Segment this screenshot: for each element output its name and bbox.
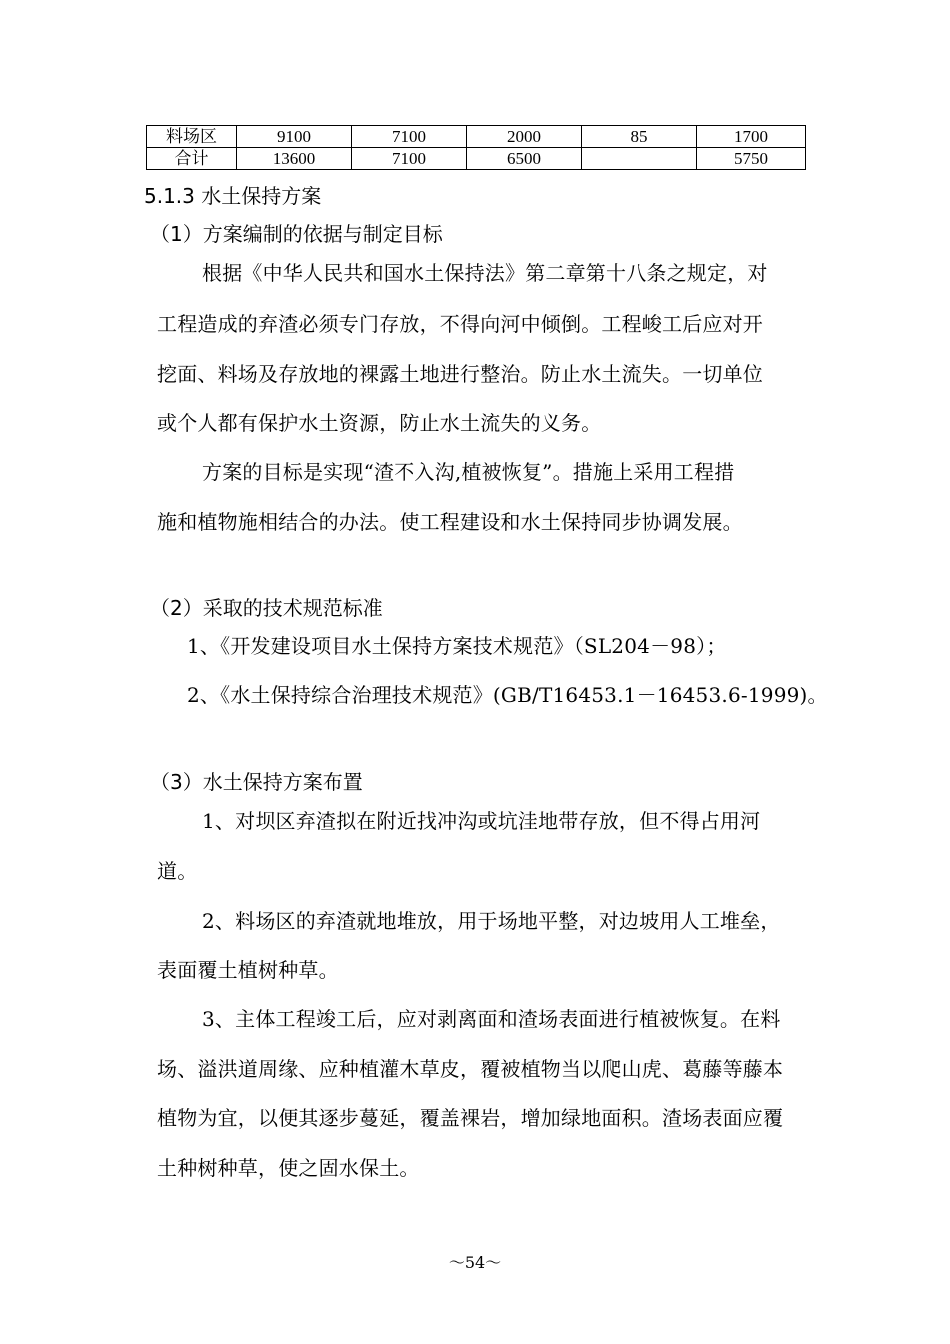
data-table	[146, 125, 806, 170]
paragraph-line: 根据《中华人民共和国水土保持法》第二章第十八条之规定，对	[202, 261, 768, 285]
table-cell: 2000	[467, 126, 582, 148]
paragraph-line: 2、料场区的弃渣就地堆放，用于场地平整，对边坡用人工堆垒，	[202, 909, 781, 933]
table-cell	[582, 148, 697, 170]
paragraph-line: 工程造成的弃渣必须专门存放，不得向河中倾倒。工程峻工后应对开	[157, 312, 763, 336]
section-title: 5.1.3 水土保持方案	[144, 184, 322, 208]
paragraph-line: 施和植物施相结合的办法。使工程建设和水土保持同步协调发展。	[157, 510, 743, 534]
table-row	[147, 148, 806, 170]
table-cell: 5750	[697, 148, 806, 170]
subsection-title-2: （2）采取的技术规范标准	[150, 596, 383, 620]
paragraph-line: 场、溢洪道周缘、应种植灌木草皮，覆被植物当以爬山虎、葛藤等藤本	[157, 1057, 784, 1081]
paragraph-line: 挖面、料场及存放地的裸露土地进行整治。防止水土流失。一切单位	[157, 362, 763, 386]
paragraph-line: 土种树种草，使之固水保土。	[157, 1156, 420, 1180]
paragraph-line: 或个人都有保护水土资源，防止水土流失的义务。	[157, 411, 602, 435]
table-cell: 13600	[237, 148, 352, 170]
table-cell: 85	[582, 126, 697, 148]
table-row	[147, 126, 806, 148]
paragraph-line: 植物为宜，以便其逐步蔓延，覆盖裸岩，增加绿地面积。渣场表面应覆	[157, 1106, 784, 1130]
table-cell: 7100	[352, 126, 467, 148]
reference-item: 2、《水土保持综合治理技术规范》(GB/T16453.1－16453.6-1999)。	[187, 683, 828, 707]
table-cell: 7100	[352, 148, 467, 170]
paragraph-line: 1、对坝区弃渣拟在附近找冲沟或坑洼地带存放，但不得占用河	[202, 809, 761, 833]
reference-item: 1、《开发建设项目水土保持方案技术规范》（SL204－98）；	[187, 634, 727, 658]
table-cell: 6500	[467, 148, 582, 170]
table-cell: 料场区	[147, 126, 237, 148]
table-cell: 1700	[697, 126, 806, 148]
paragraph-line: 方案的目标是实现“渣不入沟,植被恢复”。措施上采用工程措	[202, 460, 735, 484]
subsection-title-3: （3）水土保持方案布置	[150, 770, 363, 794]
table-cell: 合计	[147, 148, 237, 170]
table-cell: 9100	[237, 126, 352, 148]
paragraph-line: 道。	[157, 859, 198, 883]
page-number: ～54～	[448, 1253, 502, 1272]
paragraph-line: 3、主体工程竣工后，应对剥离面和渣场表面进行植被恢复。在料	[202, 1007, 781, 1031]
subsection-title-1: （1）方案编制的依据与制定目标	[150, 222, 443, 246]
paragraph-line: 表面覆土植树种草。	[157, 958, 339, 982]
